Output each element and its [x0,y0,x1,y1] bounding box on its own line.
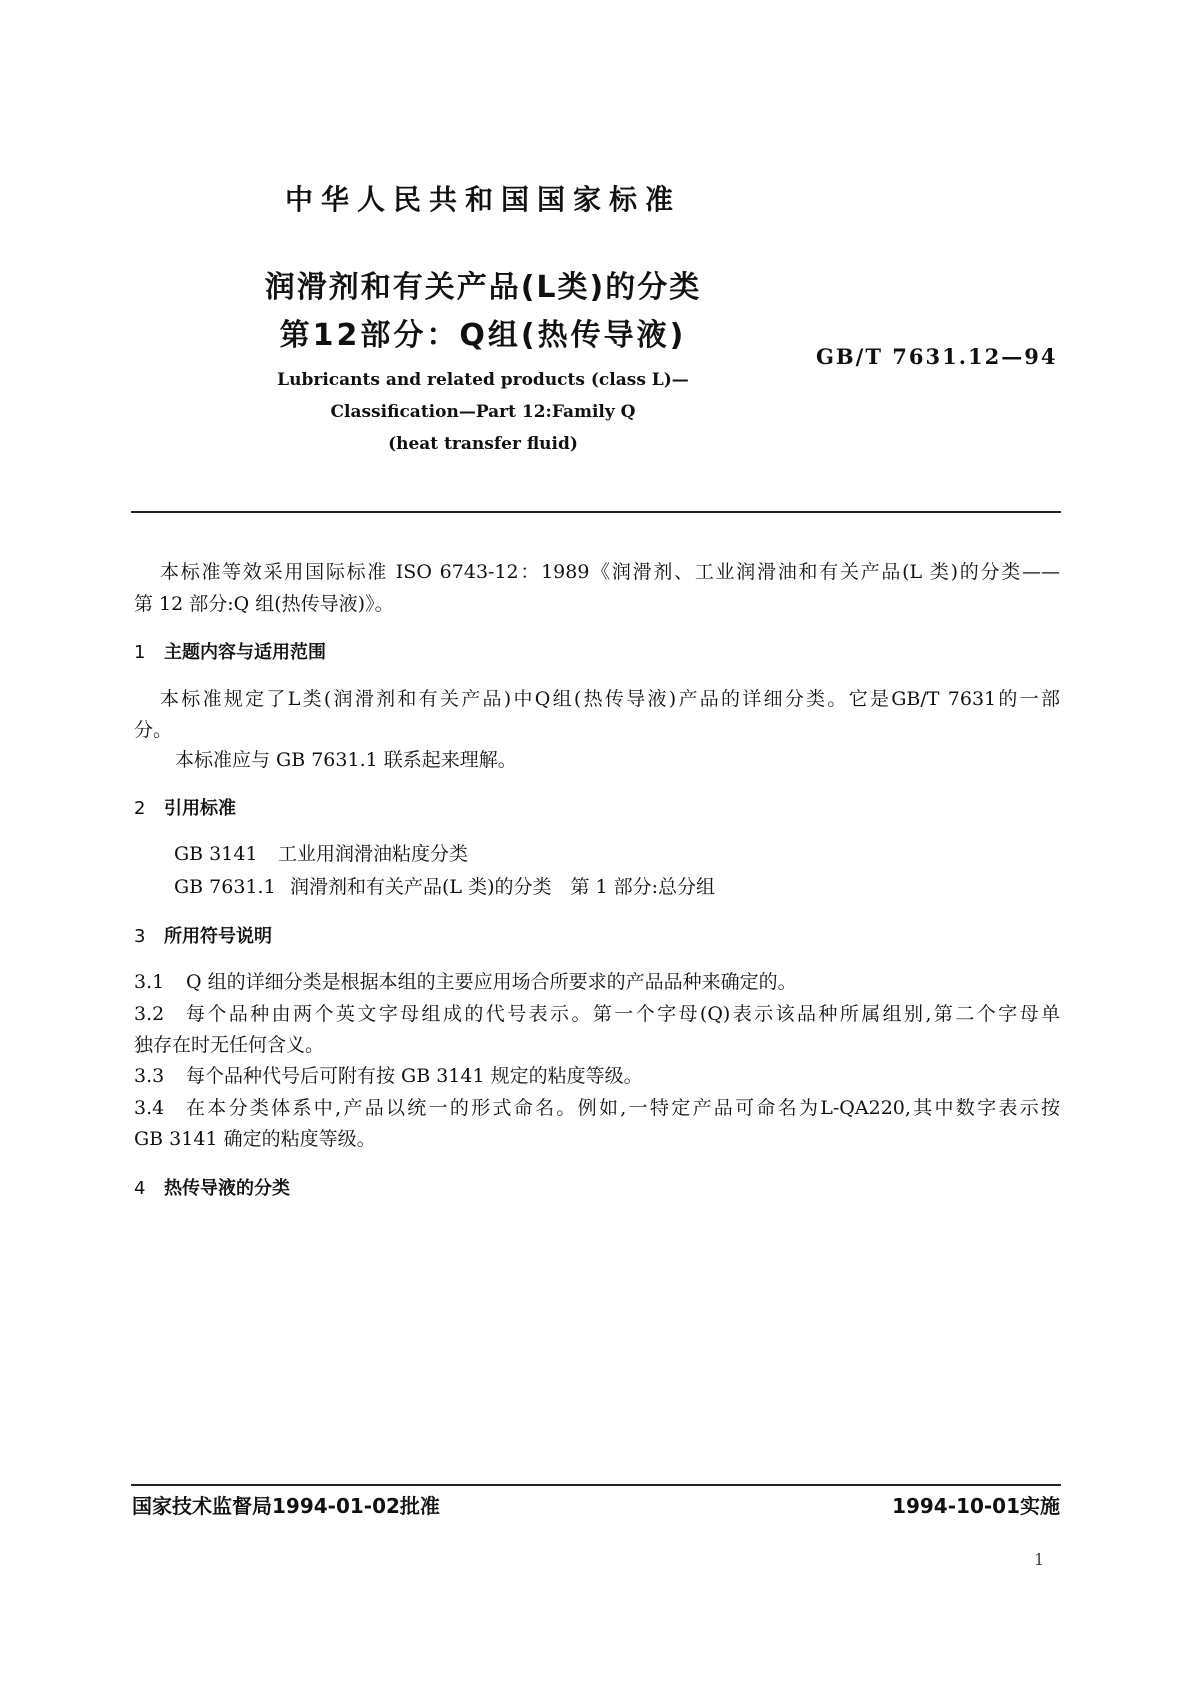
title-line-1: 润滑剂和有关产品(L类)的分类 [264,270,702,305]
english-title-line-2: Classification—Part 12:Family Q [330,402,636,422]
clause-3-1: 3.1 Q 组的详细分类是根据本组的主要应用场合所要求的产品品种来确定的。 [134,971,797,993]
clause-3-3: 3.3 每个品种代号后可附有按 GB 3141 规定的粘度等级。 [134,1065,643,1087]
national-standard-heading: 中华人民共和国国家标准 [284,183,681,216]
clause-3-2-line-2: 独存在时无任何含义。 [134,1034,325,1056]
english-title-line-1: Lubricants and related products (class L)— [277,370,689,390]
standard-code: GB/T 7631.12—94 [816,344,1058,369]
footer-rule [131,1484,1061,1486]
clause-3-4: 3.4 在本分类体系中,产品以统一的形式命名。例如,一特定产品可命名为L-QA220,其中数字表示按 [134,1097,1060,1119]
page-number: 1 [1034,1550,1045,1569]
reference-item: GB 7631.1 润滑剂和有关产品(L 类)的分类 第 1 部分:总分组 [174,876,716,898]
section-2-heading: 2 引用标准 [134,798,236,819]
intro-line-2: 第 12 部分:Q 组(热传导液)》。 [134,593,394,615]
clause-3-4-line-2: GB 3141 确定的粘度等级。 [134,1128,376,1150]
clause-3-2: 3.2 每个品种由两个英文字母组成的代号表示。第一个字母(Q)表示该品种所属组别,第二个字母单 [134,1003,1060,1025]
implementation-date: 1994-10-01实施 [892,1494,1060,1518]
reference-item: GB 3141 工业用润滑油粘度分类 [174,843,469,865]
approval-date: 国家技术监督局1994-01-02批准 [132,1494,440,1518]
section-3-heading: 3 所用符号说明 [134,926,272,947]
section-1-para-1-line-1: 本标准规定了L类(润滑剂和有关产品)中Q组(热传导液)产品的详细分类。它是GB/T 7631的一部 [160,688,1060,710]
section-4-heading: 4 热传导液的分类 [134,1178,290,1199]
english-title-line-3: (heat transfer fluid) [388,434,578,454]
section-1-heading: 1 主题内容与适用范围 [134,642,326,663]
section-1-para-2: 本标准应与 GB 7631.1 联系起来理解。 [175,749,517,771]
intro-line-1: 本标准等效采用国际标准 ISO 6743-12：1989《润滑剂、工业润滑油和有关产品(L 类)的分类—— [160,561,1060,583]
title-line-2: 第12部分：Q组(热传导液) [279,318,687,353]
section-1-para-1-line-2: 分。 [134,719,173,741]
header-rule [131,511,1061,513]
